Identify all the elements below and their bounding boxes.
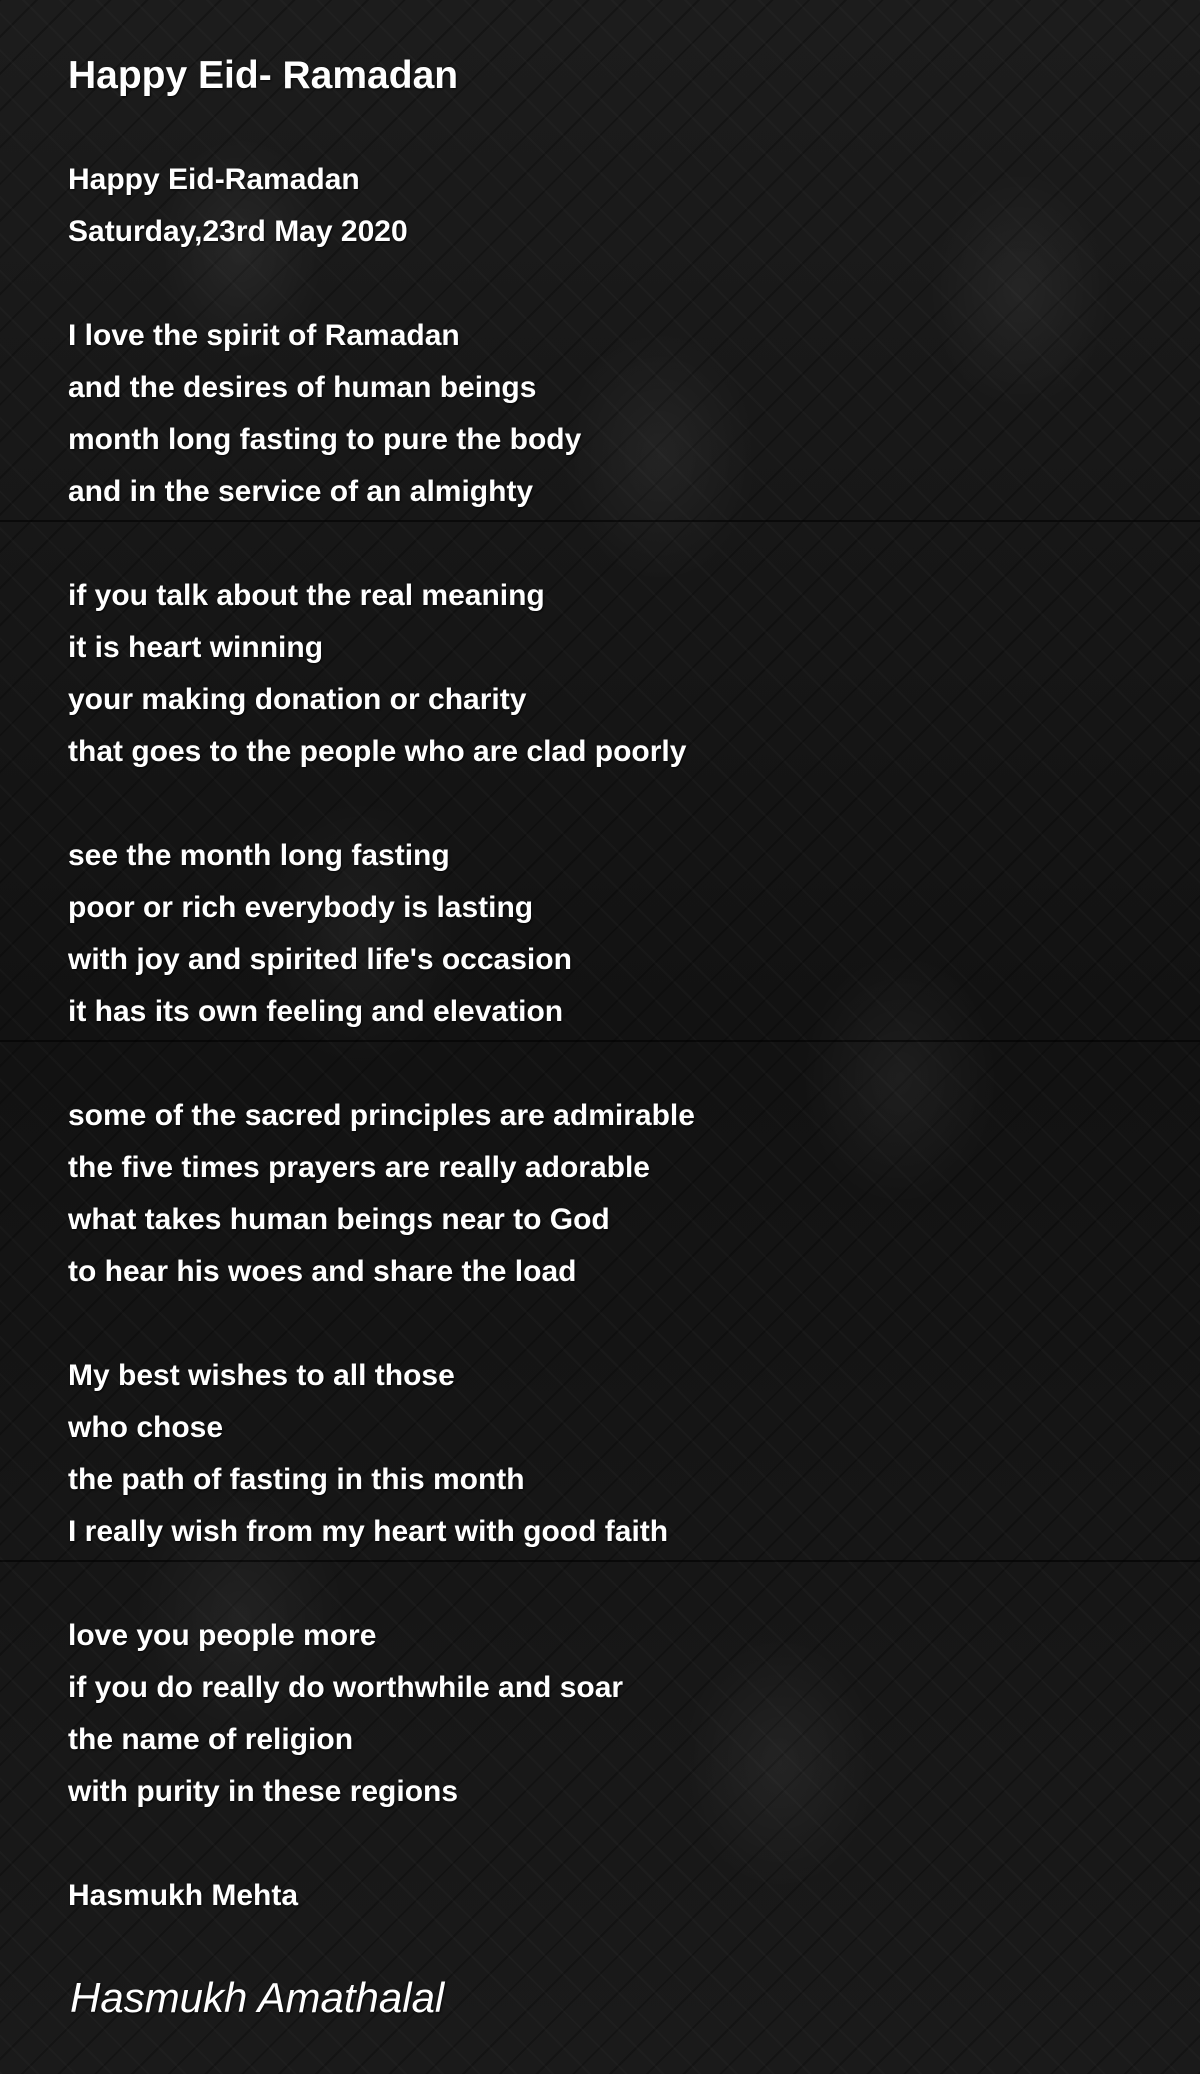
poem-line: your making donation or charity (68, 683, 527, 716)
poem-line: to hear his woes and share the load (68, 1255, 577, 1288)
poem-line: if you do really do worthwhile and soar (68, 1671, 624, 1704)
poem-line: if you talk about the real meaning (68, 579, 545, 612)
poem-line: Happy Eid-Ramadan (68, 163, 360, 196)
poem-line: the path of fasting in this month (68, 1463, 525, 1496)
poem-title: Happy Eid- Ramadan (68, 54, 459, 97)
poem-line: it is heart winning (68, 631, 324, 664)
poem-line: the five times prayers are really adorable (68, 1151, 650, 1184)
poem-container (68, 50, 1148, 1922)
poem-stanza (68, 1090, 1148, 1298)
poem-body (68, 154, 1148, 1818)
poem-stanza (68, 570, 1148, 778)
poem-line: I love the spirit of Ramadan (68, 319, 460, 352)
poem-stanza (68, 310, 1148, 518)
poem-line: and the desires of human beings (68, 371, 537, 404)
poem-line: I really wish from my heart with good faith (68, 1515, 669, 1548)
poem-author-line: Hasmukh Mehta (68, 1879, 299, 1912)
poem-line: Saturday,23rd May 2020 (68, 215, 408, 248)
poem-line: who chose (68, 1411, 224, 1444)
poem-line: see the month long fasting (68, 839, 450, 872)
poem-line: with purity in these regions (68, 1775, 459, 1808)
poem-line: the name of religion (68, 1723, 354, 1756)
poem-line: what takes human beings near to God (68, 1203, 610, 1236)
poem-line: that goes to the people who are clad poorly (68, 735, 687, 768)
poem-line: love you people more (68, 1619, 377, 1652)
author-signature: Hasmukh Amathalal (70, 1974, 445, 2021)
poem-line: it has its own feeling and elevation (68, 995, 564, 1028)
poem-line: My best wishes to all those (68, 1359, 455, 1392)
poem-stanza (68, 830, 1148, 1038)
poem-stanza (68, 1610, 1148, 1818)
poem-stanza (68, 154, 1148, 258)
poem-stanza (68, 1350, 1148, 1558)
poem-line: month long fasting to pure the body (68, 423, 582, 456)
poem-line: with joy and spirited life's occasion (68, 943, 572, 976)
poem-line: some of the sacred principles are admirable (68, 1099, 695, 1132)
poem-line: and in the service of an almighty (68, 475, 534, 508)
poem-line: poor or rich everybody is lasting (68, 891, 534, 924)
